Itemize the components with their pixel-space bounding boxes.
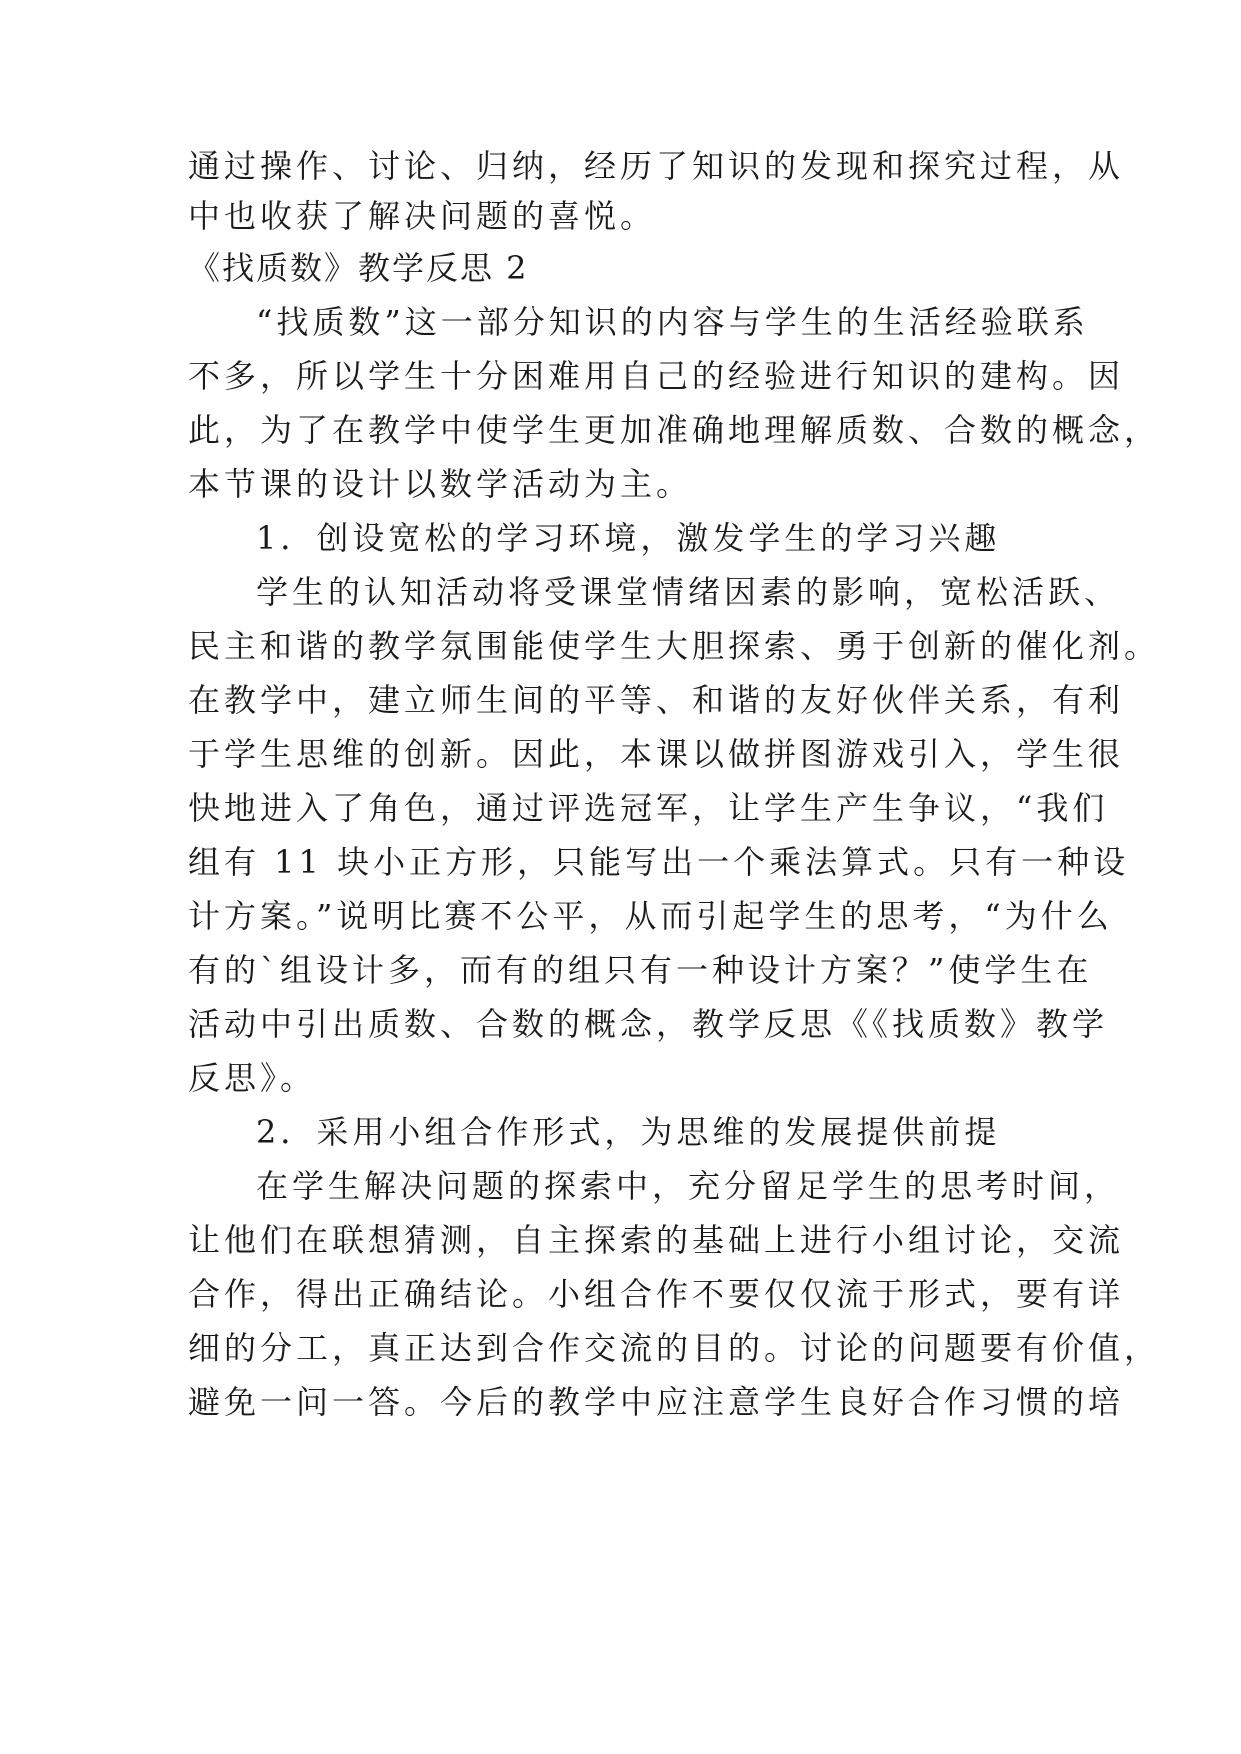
- text-line: 活动中引出质数、合数的概念，教学反思《《找质数》教学: [188, 1005, 1109, 1043]
- text-line: “找质数”这一部分知识的内容与学生的生活经验联系: [256, 303, 1089, 341]
- text-line: 中也收获了解决问题的喜悦。: [188, 197, 657, 235]
- text-line: 本节课的设计以数学活动为主。: [188, 465, 693, 503]
- text-line: 合作，得出正确结论。小组合作不要仅仅流于形式，要有详: [188, 1275, 1125, 1313]
- text-line: 反思》。: [188, 1059, 317, 1097]
- text-line: 快地进入了角色，通过评选冠军，让学生产生争议，“我们: [188, 789, 1109, 827]
- text-line: 学生的认知活动将受课堂情绪因素的影响，宽松活跃、: [256, 573, 1121, 611]
- subheading: 2．采用小组合作形式，为思维的发展提供前提: [256, 1113, 1001, 1151]
- text-line: 民主和谐的教学氛围能使学生大胆探索、勇于创新的催化剂。: [188, 627, 1161, 665]
- text-line: 组有 11 块小正方形，只能写出一个乘法算式。只有一种设: [188, 843, 1130, 881]
- text-line: 计方案。”说明比赛不公平，从而引起学生的思考，“为什么: [188, 897, 1113, 935]
- text-line: 细的分工，真正达到合作交流的目的。讨论的问题要有价值，: [188, 1329, 1161, 1367]
- text-line: 不多，所以学生十分困难用自己的经验进行知识的建构。因: [188, 357, 1125, 395]
- text-line: 避免一问一答。今后的教学中应注意学生良好合作习惯的培: [188, 1383, 1125, 1421]
- text-line: 在学生解决问题的探索中，充分留足学生的思考时间，: [256, 1167, 1121, 1205]
- text-line: 此，为了在教学中使学生更加准确地理解质数、合数的概念，: [188, 411, 1161, 449]
- section-heading: 《找质数》教学反思 2: [188, 249, 529, 287]
- text-line: 有的`组设计多，而有的组只有一种设计方案？”使学生在: [188, 951, 1093, 989]
- text-line: 于学生思维的创新。因此，本课以做拼图游戏引入，学生很: [188, 735, 1125, 773]
- text-line: 让他们在联想猜测，自主探索的基础上进行小组讨论，交流: [188, 1221, 1125, 1259]
- subheading: 1．创设宽松的学习环境，激发学生的学习兴趣: [256, 519, 1001, 557]
- text-line: 在教学中，建立师生间的平等、和谐的友好伙伴关系，有利: [188, 681, 1125, 719]
- text-line: 通过操作、讨论、归纳，经历了知识的发现和探究过程，从: [188, 147, 1125, 185]
